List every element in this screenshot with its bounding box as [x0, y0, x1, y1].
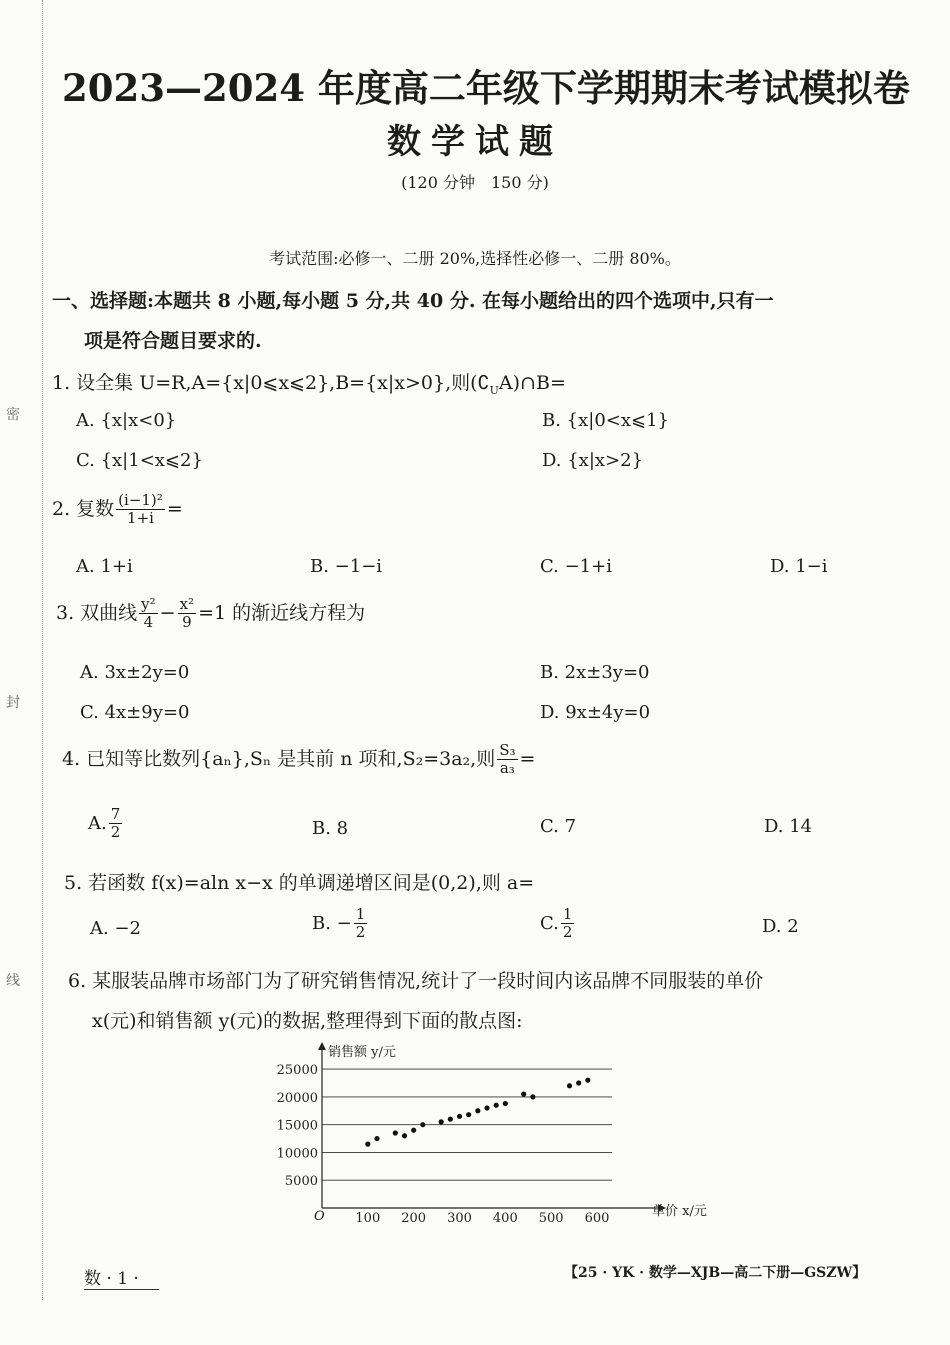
chart-y-tick-label: 5000 [284, 1174, 318, 1190]
chart-y-tick-label: 25000 [276, 1063, 318, 1079]
exam-scope: 考试范围:必修一、二册 20%,选择性必修一、二册 80%。 [269, 249, 681, 268]
chart-data-point [521, 1092, 526, 1097]
chart-y-tick-label: 15000 [276, 1118, 318, 1134]
chart-data-point [576, 1080, 581, 1085]
chart-y-tick-label: 20000 [276, 1090, 318, 1106]
q2-option-b: B. −1−i [310, 556, 383, 577]
q1-option-b: B. {x|0<x⩽1} [542, 410, 670, 431]
chart-data-point [530, 1094, 535, 1099]
chart-data-point [466, 1112, 471, 1117]
q4-option-a: A. $\frac{7}{2}$ [88, 805, 121, 842]
q5-option-d: D. 2 [762, 916, 799, 937]
margin-mark-feng: 封 [6, 695, 20, 711]
q4-option-b: B. 8 [312, 818, 349, 839]
q4-option-c: C. 7 [540, 816, 577, 837]
margin-mark-mi: 密 [6, 407, 20, 423]
time-info: (120 分钟 150 分) [401, 173, 549, 192]
chart-data-point [374, 1136, 379, 1141]
q5-option-c: C. $\frac{1}{2}$ [540, 905, 573, 942]
q6-stem-line2: x(元)和销售额 y(元)的数据,整理得到下面的散点图: [92, 1010, 523, 1032]
margin-mark-xian: 线 [6, 973, 20, 989]
q4-option-d: D. 14 [764, 816, 813, 837]
q2-option-c: C. −1+i [540, 556, 612, 577]
chart-data-point [494, 1103, 499, 1108]
chart-data-point [457, 1114, 462, 1119]
scatter-chart [260, 1040, 707, 1240]
q2-option-a: A. 1+i [76, 556, 133, 577]
chart-x-axis-label: 单价 x/元 [652, 1204, 707, 1219]
q1-option-c: C. {x|1<x⩽2} [76, 450, 203, 471]
exam-title: 2023—2024 年度高二年级下学期期末考试模拟卷 [62, 66, 910, 110]
chart-data-point [411, 1128, 416, 1133]
q3-stem: 3. 双曲线 $\frac{\text{y²}}{4}$ − $\frac{\text{x²}}{9}$ =1 的渐近线方程为 [56, 595, 366, 632]
binding-dotted-line [42, 0, 43, 1300]
chart-data-point [393, 1130, 398, 1135]
chart-y-axis-label: 销售额 y/元 [328, 1045, 396, 1060]
q1-option-a: A. {x|x<0} [76, 410, 177, 431]
q5-stem: 5. 若函数 f(x)=aln x−x 的单调递增区间是(0,2),则 a= [64, 872, 535, 894]
chart-x-tick-label: 500 [538, 1211, 564, 1226]
q3-option-a: A. 3x±2y=0 [80, 662, 190, 683]
chart-data-point [439, 1119, 444, 1124]
q1-stem: 1. 设全集 U=R,A={x|0⩽x⩽2},B={x|x>0},则$(∁_UA)\cap B=$ [52, 372, 566, 397]
chart-data-point [420, 1122, 425, 1127]
chart-data-point [503, 1101, 508, 1106]
chart-x-tick-label: 600 [584, 1211, 610, 1226]
q3-option-d: D. 9x±4y=0 [540, 702, 651, 723]
chart-data-point [475, 1108, 480, 1113]
section-heading-line2: 项是符合题目要求的. [84, 330, 262, 352]
chart-data-point [448, 1117, 453, 1122]
section-heading-line1: 一、选择题:本题共 8 小题,每小题 5 分,共 40 分. 在每小题给出的四个选项中,只有一 [52, 290, 774, 312]
q5-option-b: B. − $\frac{1}{2}$ [312, 905, 366, 942]
q4-stem: 4. 已知等比数列{aₙ},Sₙ 是其前 n 项和,S₂=3a₂,则 $\frac{\text{S₃}}{\text{a₃}}$ = [62, 741, 536, 778]
chart-data-point [402, 1133, 407, 1138]
chart-data-point [484, 1105, 489, 1110]
exam-subtitle: 数学试题 [387, 122, 563, 162]
chart-data-point [585, 1078, 590, 1083]
chart-x-tick-label: 400 [492, 1211, 518, 1226]
q3-option-b: B. 2x±3y=0 [540, 662, 650, 683]
chart-x-tick-label: 100 [355, 1211, 381, 1226]
chart-y-tick-label: 10000 [276, 1146, 318, 1162]
chart-data-point [365, 1142, 370, 1147]
q2-option-d: D. 1−i [770, 556, 828, 577]
chart-x-tick-label: 300 [447, 1211, 472, 1226]
chart-y-axis-arrow [318, 1042, 326, 1050]
q3-option-c: C. 4x±9y=0 [80, 702, 190, 723]
q2-stem: 2. 复数 $\frac{\text{(i−1)²}}{1+i}$ = [52, 491, 183, 528]
chart-origin-label: O [314, 1209, 325, 1224]
chart-x-tick-label: 200 [401, 1211, 427, 1226]
paper-code: 【25 · YK · 数学—XJB—高二下册—GSZW】 [564, 1265, 867, 1281]
q1-option-d: D. {x|x>2} [542, 450, 644, 471]
q5-option-a: A. −2 [90, 918, 141, 939]
q6-stem-line1: 6. 某服装品牌市场部门为了研究销售情况,统计了一段时间内该品牌不同服装的单价 [68, 970, 764, 992]
page-number: 数 · 1 · [84, 1264, 159, 1290]
chart-data-point [567, 1083, 572, 1088]
